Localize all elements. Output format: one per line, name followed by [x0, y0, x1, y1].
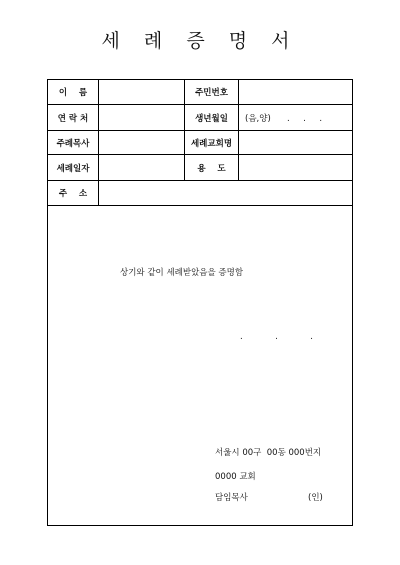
label-baptism-date: 세례일자 [56, 163, 90, 174]
field-baptism-date[interactable] [99, 155, 184, 180]
seal-mark: (인) [308, 493, 323, 503]
label-purpose: 용 도 [197, 163, 226, 174]
field-baptism-church[interactable] [239, 131, 352, 154]
label-address: 주 소 [58, 189, 88, 199]
field-resident-number[interactable] [239, 80, 352, 104]
document-title: 세 례 증 명 서 [101, 30, 299, 52]
field-birthdate[interactable]: (음,양) . . . [245, 113, 323, 124]
certificate-form [47, 79, 353, 526]
issue-date: . . . [240, 332, 313, 342]
certification-statement: 상기와 같이 세례받았음을 증명함 [120, 268, 244, 278]
label-resident-number: 주민번호 [195, 88, 228, 98]
church-name: 0000 교회 [215, 472, 256, 482]
field-purpose[interactable] [239, 155, 352, 180]
field-officiating-pastor[interactable] [99, 131, 184, 154]
label-name: 이 름 [58, 88, 88, 98]
label-officiating-pastor: 주례목사 [56, 138, 90, 149]
row-divider [48, 205, 352, 206]
pastor-label: 담임목사 [215, 493, 248, 503]
field-address[interactable] [99, 181, 352, 205]
church-address: 서울시 00구 00동 000번지 [215, 448, 322, 458]
label-baptism-church: 세례교회명 [190, 138, 233, 149]
field-name[interactable] [99, 80, 184, 104]
field-contact[interactable] [99, 105, 184, 130]
label-birthdate: 생년월일 [195, 113, 228, 124]
label-contact: 연 락 처 [57, 113, 89, 124]
